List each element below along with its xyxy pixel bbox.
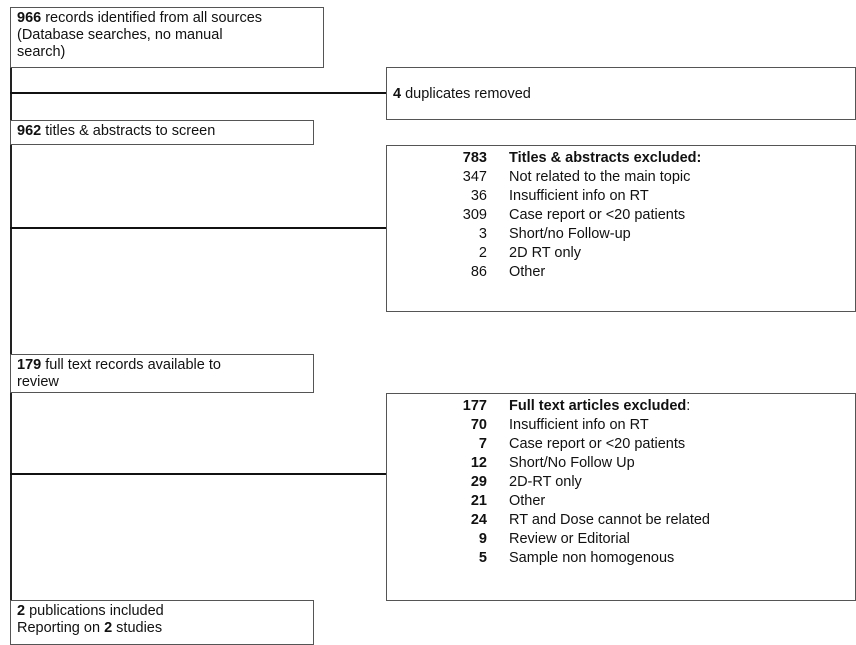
included-text: publications included <box>25 603 164 619</box>
item-label: Case report or <20 patients <box>509 207 686 223</box>
item-label: RT and Dose cannot be related <box>509 512 710 528</box>
included-line2-prefix: Reporting on <box>17 620 105 636</box>
item-label: 2D RT only <box>509 245 581 261</box>
flow-spine <box>10 68 12 608</box>
ft-excluded-box <box>386 393 856 601</box>
records-identified-box <box>10 7 324 68</box>
item-count: 36 <box>470 188 487 204</box>
item-label: Sample non homogenous <box>509 550 675 566</box>
records-identified-line2: (Database searches, no manual <box>17 27 223 43</box>
ta-excluded-box <box>386 145 856 312</box>
item-count: 70 <box>470 417 487 433</box>
item-label: Insufficient info on RT <box>509 417 649 433</box>
item-count: 309 <box>462 207 487 223</box>
item-count: 21 <box>470 493 487 509</box>
included-line2-suffix: studies <box>112 620 163 636</box>
ft-excluded-total: 177 <box>462 398 487 414</box>
item-count: 2 <box>478 245 487 261</box>
duplicates-box <box>386 67 856 120</box>
duplicates-text: duplicates removed <box>401 86 531 102</box>
item-label: Review or Editorial <box>509 531 630 547</box>
item-label: Not related to the main topic <box>509 169 691 185</box>
item-count: 29 <box>470 474 487 490</box>
item-count: 12 <box>470 455 487 471</box>
titles-to-screen-count: 962 <box>17 123 42 139</box>
records-identified-text: records identified from all sources <box>41 10 263 26</box>
item-label: Case report or <20 patients <box>509 436 686 452</box>
ft-excluded-colon: : <box>686 398 691 414</box>
connector-ft-excluded <box>10 473 386 475</box>
item-count: 7 <box>478 436 487 452</box>
item-label: 2D-RT only <box>509 474 582 490</box>
ft-excluded-title: Full text articles excluded <box>509 398 687 414</box>
item-label: Other <box>509 493 546 509</box>
ta-excluded-total: 783 <box>462 150 487 166</box>
connector-ta-excluded <box>10 227 386 229</box>
connector-duplicates <box>10 92 386 94</box>
records-identified-line3: search) <box>17 44 66 60</box>
item-count: 347 <box>462 169 487 185</box>
item-count: 5 <box>478 550 487 566</box>
included-box <box>10 600 314 645</box>
full-text-text: full text records available to <box>41 357 221 373</box>
item-label: Insufficient info on RT <box>509 188 649 204</box>
full-text-count: 179 <box>17 357 42 373</box>
item-count: 3 <box>478 226 487 242</box>
item-count: 24 <box>470 512 487 528</box>
titles-to-screen-text: titles & abstracts to screen <box>41 123 216 139</box>
ta-excluded-title: Titles & abstracts excluded: <box>509 150 702 166</box>
duplicates-count: 4 <box>393 86 402 102</box>
titles-to-screen-box <box>10 120 314 145</box>
included-count: 2 <box>17 603 26 619</box>
included-studies-count: 2 <box>104 620 113 636</box>
item-label: Short/No Follow Up <box>509 455 635 471</box>
item-label: Short/no Follow-up <box>509 226 631 242</box>
item-count: 86 <box>470 264 487 280</box>
item-count: 9 <box>478 531 487 547</box>
full-text-records-box <box>10 354 314 393</box>
records-identified-count: 966 <box>17 10 42 26</box>
item-label: Other <box>509 264 546 280</box>
full-text-line2: review <box>17 374 59 390</box>
